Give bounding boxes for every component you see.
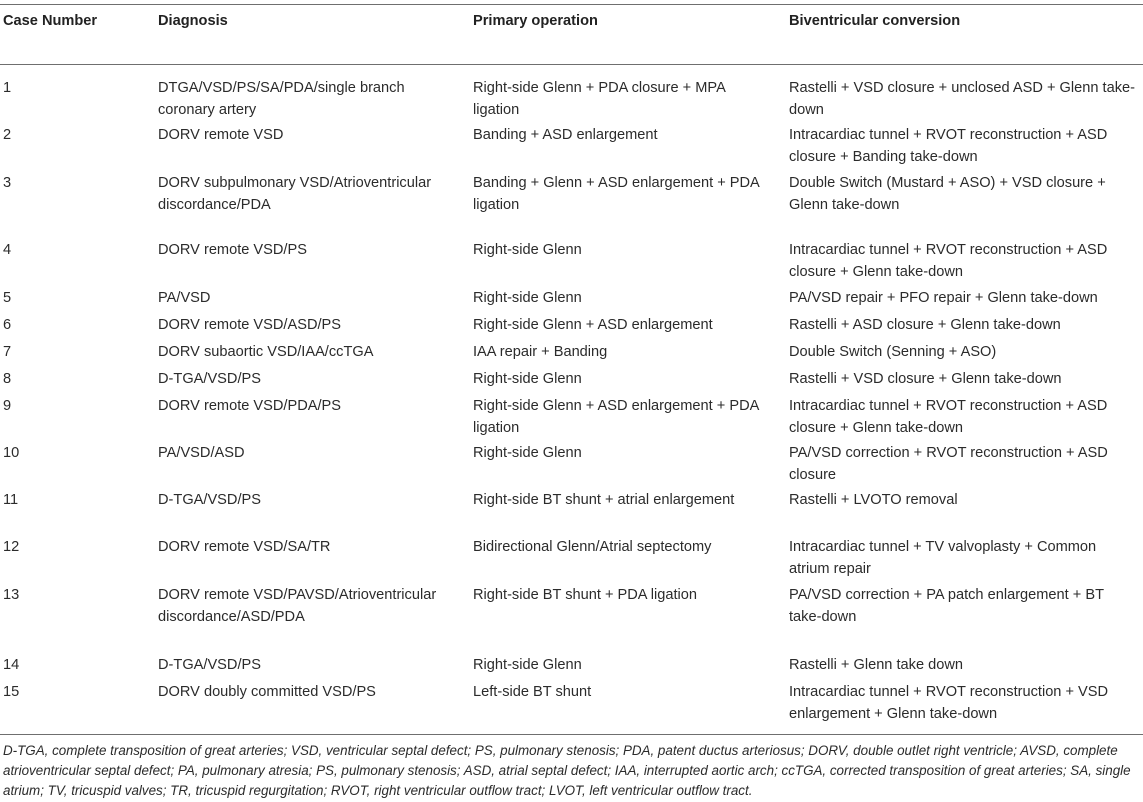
cell-biventricular-conversion: PA/VSD correction + PA patch enlargement + BT take-down — [789, 587, 1104, 625]
cell-case-number: 7 — [3, 344, 12, 360]
cell-diagnosis: DORV subaortic VSD/IAA/ccTGA — [158, 344, 374, 360]
cell-case-number: 6 — [3, 317, 12, 333]
header-diagnosis: Diagnosis — [158, 13, 228, 29]
cell-case-number: 14 — [3, 657, 20, 673]
cell-diagnosis: DORV subpulmonary VSD/Atrioventricular discordance/PDA — [158, 175, 432, 213]
cell-diagnosis: D-TGA/VSD/PS — [158, 492, 261, 508]
cell-primary-operation: Right-side Glenn — [473, 657, 582, 673]
cell-primary-operation: Right-side Glenn — [473, 242, 582, 258]
header-rule — [0, 64, 1143, 65]
cell-diagnosis: DTGA/VSD/PS/SA/PDA/single branch coronary artery — [158, 80, 405, 118]
bottom-rule — [0, 734, 1143, 735]
cell-case-number: 11 — [3, 492, 19, 508]
cell-biventricular-conversion: Rastelli + LVOTO removal — [789, 492, 958, 508]
top-rule — [0, 4, 1143, 5]
cell-case-number: 1 — [3, 80, 12, 96]
cell-primary-operation: Right-side Glenn — [473, 290, 582, 306]
cell-primary-operation: Right-side Glenn — [473, 371, 582, 387]
cell-biventricular-conversion: PA/VSD correction + RVOT reconstruction + ASD closure — [789, 445, 1108, 483]
cell-biventricular-conversion: Intracardiac tunnel + RVOT reconstruction + VSD enlargement + Glenn take-down — [789, 684, 1109, 722]
cell-case-number: 13 — [3, 587, 20, 603]
cell-biventricular-conversion: Intracardiac tunnel + RVOT reconstruction + ASD closure + Glenn take-down — [789, 398, 1108, 436]
cell-diagnosis: DORV remote VSD/SA/TR — [158, 539, 331, 555]
cell-primary-operation: Bidirectional Glenn/Atrial septectomy — [473, 539, 712, 555]
header-primary-operation: Primary operation — [473, 13, 598, 29]
cell-primary-operation: Right-side Glenn + PDA closure + MPA ligation — [473, 80, 725, 118]
cell-diagnosis: PA/VSD — [158, 290, 211, 306]
cell-case-number: 3 — [3, 175, 12, 191]
cell-biventricular-conversion: Rastelli + Glenn take down — [789, 657, 964, 673]
cell-primary-operation: Right-side BT shunt + PDA ligation — [473, 587, 698, 603]
cell-biventricular-conversion: Double Switch (Senning + ASO) — [789, 344, 997, 360]
table-footnote: D-TGA, complete transposition of great arteries; VSD, ventricular septal defect; PS, pulmonary stenosis; PDA, patent ductus arteriosus; DORV, double outlet right ventricle; AVSD, complete atrioventricular septal defect; PA, pulmonary atresia; PS, pulmonary stenosis; ASD, atrial septal defect; IAA, interrupted aortic arch; ccTGA, corrected transposition of great arteries; SA, single atrium; TV, tricuspid valves; TR, tricuspid regurgitation; RVOT, right ventricular outflow tract; LVOT, left ventricular outflow tract. — [3, 743, 1131, 798]
cell-primary-operation: Banding + Glenn + ASD enlargement + PDA ligation — [473, 175, 759, 213]
cell-case-number: 10 — [3, 445, 20, 461]
cell-case-number: 12 — [3, 539, 20, 555]
cell-biventricular-conversion: Rastelli + VSD closure + unclosed ASD + Glenn take-down — [789, 80, 1135, 118]
cell-biventricular-conversion: Double Switch (Mustard + ASO) + VSD closure + Glenn take-down — [789, 175, 1106, 213]
cell-biventricular-conversion: Rastelli + VSD closure + Glenn take-down — [789, 371, 1062, 387]
cell-case-number: 5 — [3, 290, 12, 306]
cell-diagnosis: DORV doubly committed VSD/PS — [158, 684, 376, 700]
cell-biventricular-conversion: Rastelli + ASD closure + Glenn take-down — [789, 317, 1061, 333]
cell-diagnosis: D-TGA/VSD/PS — [158, 371, 261, 387]
cell-primary-operation: Right-side BT shunt + atrial enlargement — [473, 492, 735, 508]
cell-diagnosis: D-TGA/VSD/PS — [158, 657, 261, 673]
cell-primary-operation: Banding + ASD enlargement — [473, 127, 658, 143]
cell-diagnosis: DORV remote VSD/PDA/PS — [158, 398, 342, 414]
cell-biventricular-conversion: PA/VSD repair + PFO repair + Glenn take-down — [789, 290, 1098, 306]
cell-primary-operation: Right-side Glenn + ASD enlargement — [473, 317, 713, 333]
header-biventricular-conversion: Biventricular conversion — [789, 13, 961, 29]
cell-biventricular-conversion: Intracardiac tunnel + RVOT reconstruction + ASD closure + Banding take-down — [789, 127, 1108, 165]
cell-diagnosis: DORV remote VSD — [158, 127, 284, 143]
cell-primary-operation: Right-side Glenn + ASD enlargement + PDA ligation — [473, 398, 759, 436]
cell-primary-operation: Left-side BT shunt — [473, 684, 592, 700]
cell-case-number: 2 — [3, 127, 12, 143]
header-case-number: Case Number — [3, 13, 98, 29]
cell-case-number: 15 — [3, 684, 20, 700]
cell-diagnosis: DORV remote VSD/PAVSD/Atrioventricular discordance/ASD/PDA — [158, 587, 437, 625]
cell-diagnosis: PA/VSD/ASD — [158, 445, 245, 461]
cell-diagnosis: DORV remote VSD/PS — [158, 242, 307, 258]
cell-case-number: 4 — [3, 242, 12, 258]
cell-biventricular-conversion: Intracardiac tunnel + RVOT reconstruction + ASD closure + Glenn take-down — [789, 242, 1108, 280]
cell-primary-operation: Right-side Glenn — [473, 445, 582, 461]
cell-primary-operation: IAA repair + Banding — [473, 344, 608, 360]
cell-diagnosis: DORV remote VSD/ASD/PS — [158, 317, 342, 333]
cell-case-number: 8 — [3, 371, 12, 387]
cell-case-number: 9 — [3, 398, 12, 414]
cell-biventricular-conversion: Intracardiac tunnel + TV valvoplasty + Common atrium repair — [789, 539, 1097, 577]
